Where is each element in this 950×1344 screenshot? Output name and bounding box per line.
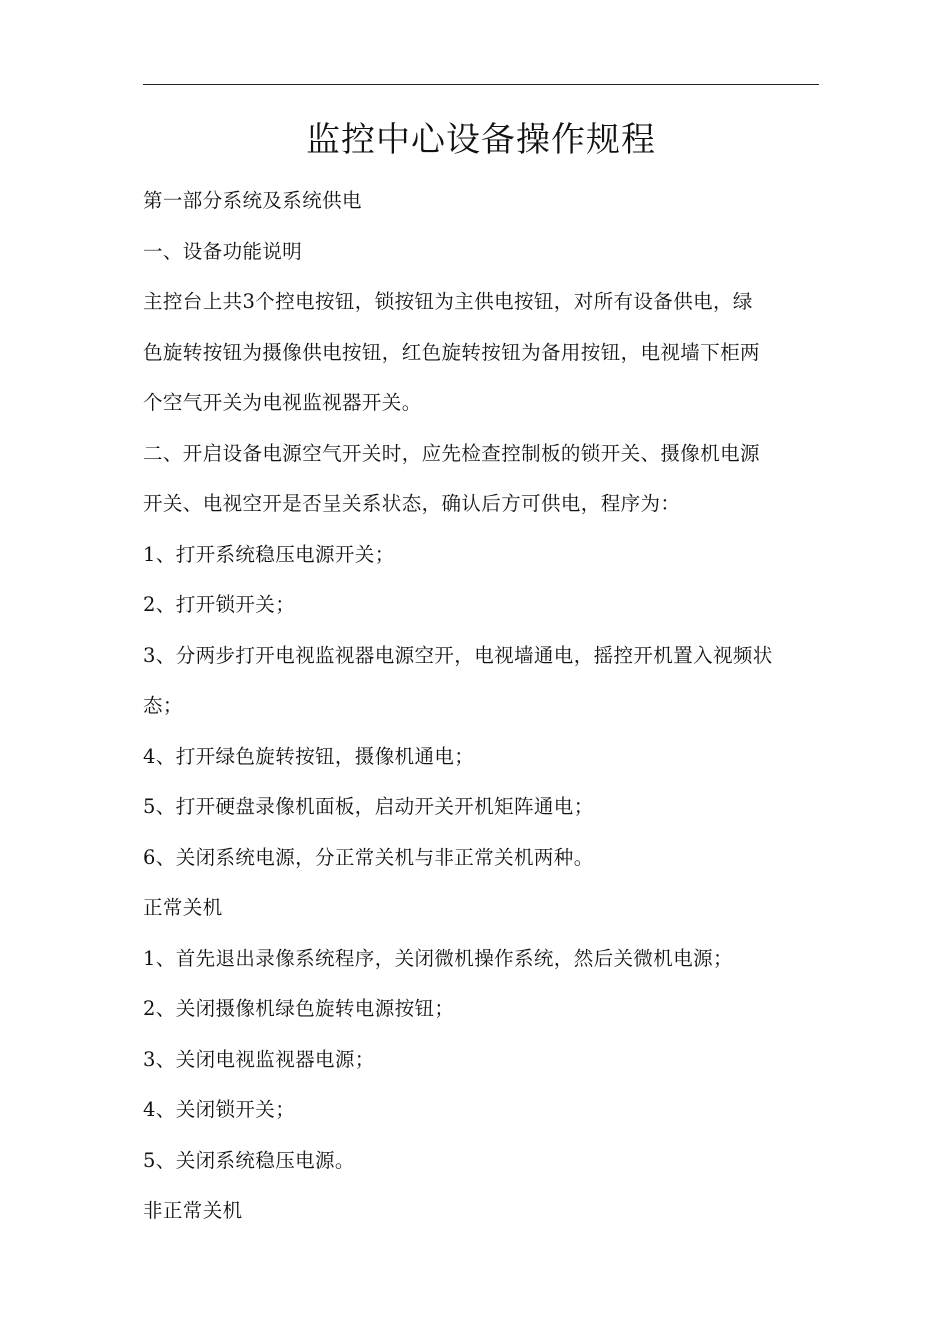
subheading-normal-shutdown: 正常关机: [143, 896, 223, 919]
step-item: 5、关闭系统稳压电源。: [143, 1148, 355, 1172]
step-item: 3、关闭电视监视器电源；: [143, 1047, 375, 1071]
step-item: 1、打开系统稳压电源开关；: [143, 542, 395, 566]
header-rule: [143, 84, 819, 85]
section-heading: 第一部分系统及系统供电: [143, 189, 362, 212]
step-item: 4、打开绿色旋转按钮，摄像机通电；: [143, 744, 475, 768]
paragraph-line: 开关、电视空开是否呈关系状态，确认后方可供电，程序为：: [143, 492, 681, 515]
paragraph-line: 二、开启设备电源空气开关时，应先检查控制板的锁开关、摄像机电源: [143, 441, 760, 465]
paragraph-line: 个空气开关为电视监视器开关。: [143, 391, 422, 414]
step-item: 2、打开锁开关；: [143, 593, 296, 616]
subsection-heading: 一、设备功能说明: [143, 239, 303, 263]
step-item-continuation: 态；: [143, 694, 183, 717]
paragraph-line: 色旋转按钮为摄像供电按钮，红色旋转按钮为备用按钮，电视墙下柜两: [143, 340, 760, 364]
step-item: 1、首先退出录像系统程序，关闭微机操作系统，然后关微机电源；: [143, 946, 733, 970]
subheading-abnormal-shutdown: 非正常关机: [143, 1199, 243, 1222]
document-body: [143, 176, 823, 1237]
step-item: 2、关闭摄像机绿色旋转电源按钮；: [143, 997, 455, 1020]
step-item: 3、分两步打开电视监视器电源空开，电视墙通电，摇控开机置入视频状: [143, 643, 773, 667]
step-item: 4、关闭锁开关；: [143, 1098, 296, 1121]
step-item: 6、关闭系统电源，分正常关机与非正常关机两种。: [143, 845, 594, 869]
step-item: 5、打开硬盘录像机面板，启动开关开机矩阵通电；: [143, 795, 594, 818]
page-title: 监控中心设备操作规程: [306, 120, 656, 160]
paragraph-line: 主控台上共3个控电按钮，锁按钮为主供电按钮，对所有设备供电，绿: [143, 290, 753, 313]
